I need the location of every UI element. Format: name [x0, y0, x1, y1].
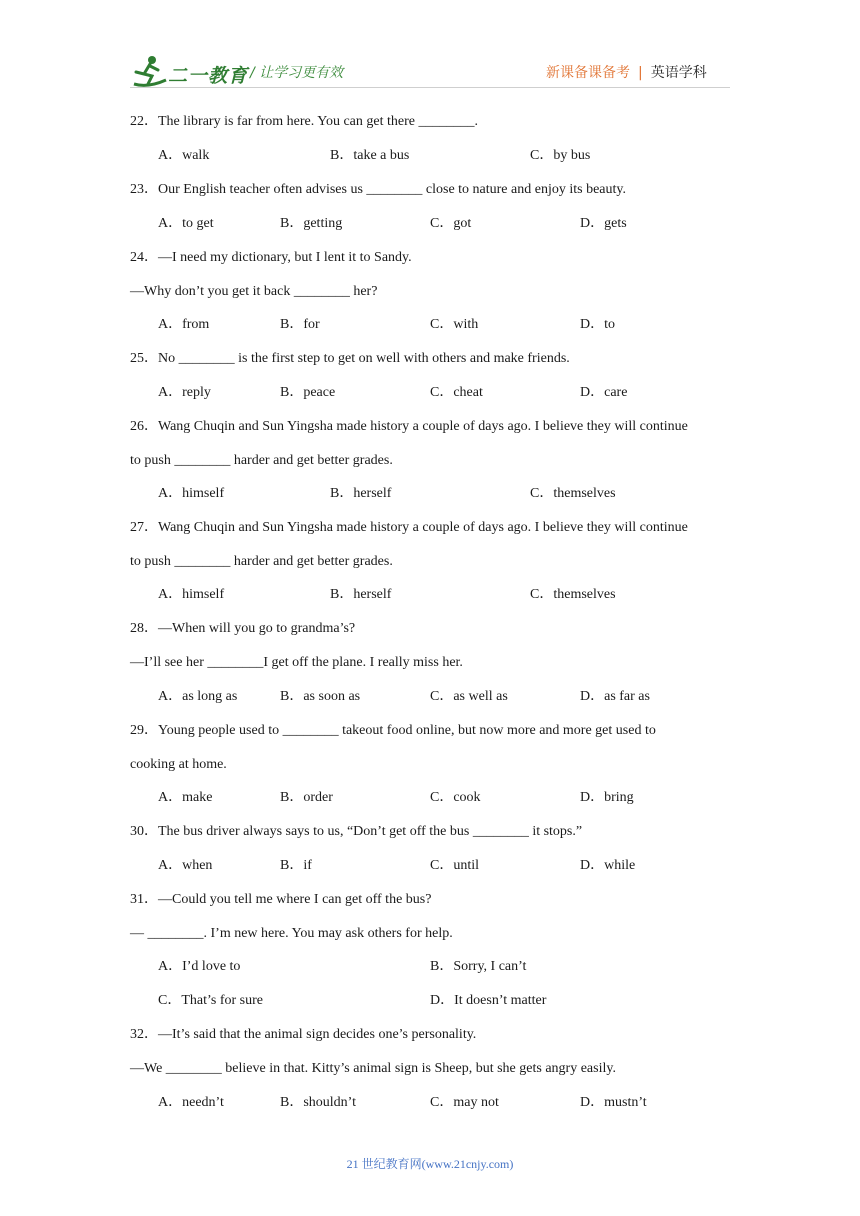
option-31-d[interactable]: D．It doesn’t matter [430, 993, 547, 1008]
option-24-b[interactable]: B．for [280, 317, 320, 332]
logo-text: 二一教育 [168, 65, 249, 87]
question-27-cont: to push ________ harder and get better grades. [130, 554, 393, 569]
option-24-c[interactable]: C．with [430, 317, 479, 332]
option-23-b[interactable]: B．getting [280, 216, 343, 231]
option-29-c[interactable]: C．cook [430, 790, 481, 805]
option-27-c[interactable]: C．themselves [530, 587, 616, 602]
option-24-a[interactable]: A．from [158, 317, 210, 332]
option-26-c[interactable]: C．themselves [530, 486, 616, 501]
question-31: 31．—Could you tell me where I can get off the bus? [130, 892, 432, 907]
option-22-c[interactable]: C．by bus [530, 148, 591, 163]
option-30-c[interactable]: C．until [430, 858, 480, 873]
option-28-d[interactable]: D．as far as [580, 689, 650, 704]
option-29-a[interactable]: A．make [158, 790, 213, 805]
page-header [0, 0, 860, 100]
option-32-a[interactable]: A．needn’t [158, 1095, 224, 1110]
question-30: 30．The bus driver always says to us, “Don’t get off the bus ________ it stops.” [130, 824, 583, 839]
question-25: 25．No ________ is the first step to get on well with others and make friends. [130, 351, 570, 366]
option-31-b[interactable]: B．Sorry, I can’t [430, 959, 527, 974]
question-29: 29．Young people used to ________ takeout food online, but now more and more get used to [130, 723, 656, 738]
option-28-b[interactable]: B．as soon as [280, 689, 361, 704]
option-23-c[interactable]: C．got [430, 216, 472, 231]
running-man-logo-icon [128, 54, 168, 90]
option-25-b[interactable]: B．peace [280, 385, 336, 400]
option-32-b[interactable]: B．shouldn’t [280, 1095, 356, 1110]
option-32-c[interactable]: C．may not [430, 1095, 499, 1110]
question-26-cont: to push ________ harder and get better grades. [130, 453, 393, 468]
option-30-d[interactable]: D．while [580, 858, 636, 873]
option-27-b[interactable]: B．herself [330, 587, 392, 602]
page-footer: 21 世纪教育网(www.21cnjy.com) [346, 1157, 514, 1171]
option-27-a[interactable]: A．himself [158, 587, 225, 602]
tag-subject: 英语学科 [650, 65, 707, 81]
question-26: 26．Wang Chuqin and Sun Yingsha made history a couple of days ago. I believe they will continue [130, 419, 688, 434]
option-26-a[interactable]: A．himself [158, 486, 225, 501]
question-24: 24．—I need my dictionary, but I lent it to Sandy. [130, 250, 412, 265]
question-29-cont: cooking at home. [130, 757, 227, 772]
option-25-c[interactable]: C．cheat [430, 385, 483, 400]
option-25-a[interactable]: A．reply [158, 385, 211, 400]
option-26-b[interactable]: B．herself [330, 486, 392, 501]
header-divider [130, 87, 730, 88]
question-31-reply: — ________. I’m new here. You may ask others for help. [130, 926, 453, 941]
option-24-d[interactable]: D．to [580, 317, 615, 332]
slogan: / 让学习更有效 [250, 65, 344, 81]
option-28-c[interactable]: C．as well as [430, 689, 508, 704]
question-22: 22．The library is far from here. You can get there ________. [130, 114, 478, 129]
question-23: 23．Our English teacher often advises us ________ close to nature and enjoy its beauty. [130, 182, 626, 197]
tag-separator: | [638, 65, 643, 81]
header-tags [546, 62, 707, 82]
option-23-a[interactable]: A．to get [158, 216, 214, 231]
option-31-c[interactable]: C．That’s for sure [158, 993, 263, 1008]
option-25-d[interactable]: D．care [580, 385, 628, 400]
tag-course: 新课备课备考 [546, 65, 630, 81]
question-27: 27．Wang Chuqin and Sun Yingsha made history a couple of days ago. I believe they will continue [130, 520, 688, 535]
question-28: 28．—When will you go to grandma’s? [130, 621, 356, 636]
option-32-d[interactable]: D．mustn’t [580, 1095, 647, 1110]
option-29-d[interactable]: D．bring [580, 790, 634, 805]
question-32: 32．—It’s said that the animal sign decides one’s personality. [130, 1027, 477, 1042]
option-30-b[interactable]: B．if [280, 858, 312, 873]
question-28-reply: —I’ll see her ________I get off the plane. I really miss her. [130, 655, 463, 670]
option-28-a[interactable]: A．as long as [158, 689, 238, 704]
question-32-reply: —We ________ believe in that. Kitty’s animal sign is Sheep, but she gets angry easily. [130, 1061, 616, 1076]
option-22-b[interactable]: B．take a bus [330, 148, 410, 163]
question-24-reply: —Why don’t you get it back ________ her? [130, 284, 378, 299]
option-30-a[interactable]: A．when [158, 858, 213, 873]
option-22-a[interactable]: A．walk [158, 148, 210, 163]
option-31-a[interactable]: A．I’d love to [158, 959, 241, 974]
option-29-b[interactable]: B．order [280, 790, 333, 805]
option-23-d[interactable]: D．gets [580, 216, 627, 231]
